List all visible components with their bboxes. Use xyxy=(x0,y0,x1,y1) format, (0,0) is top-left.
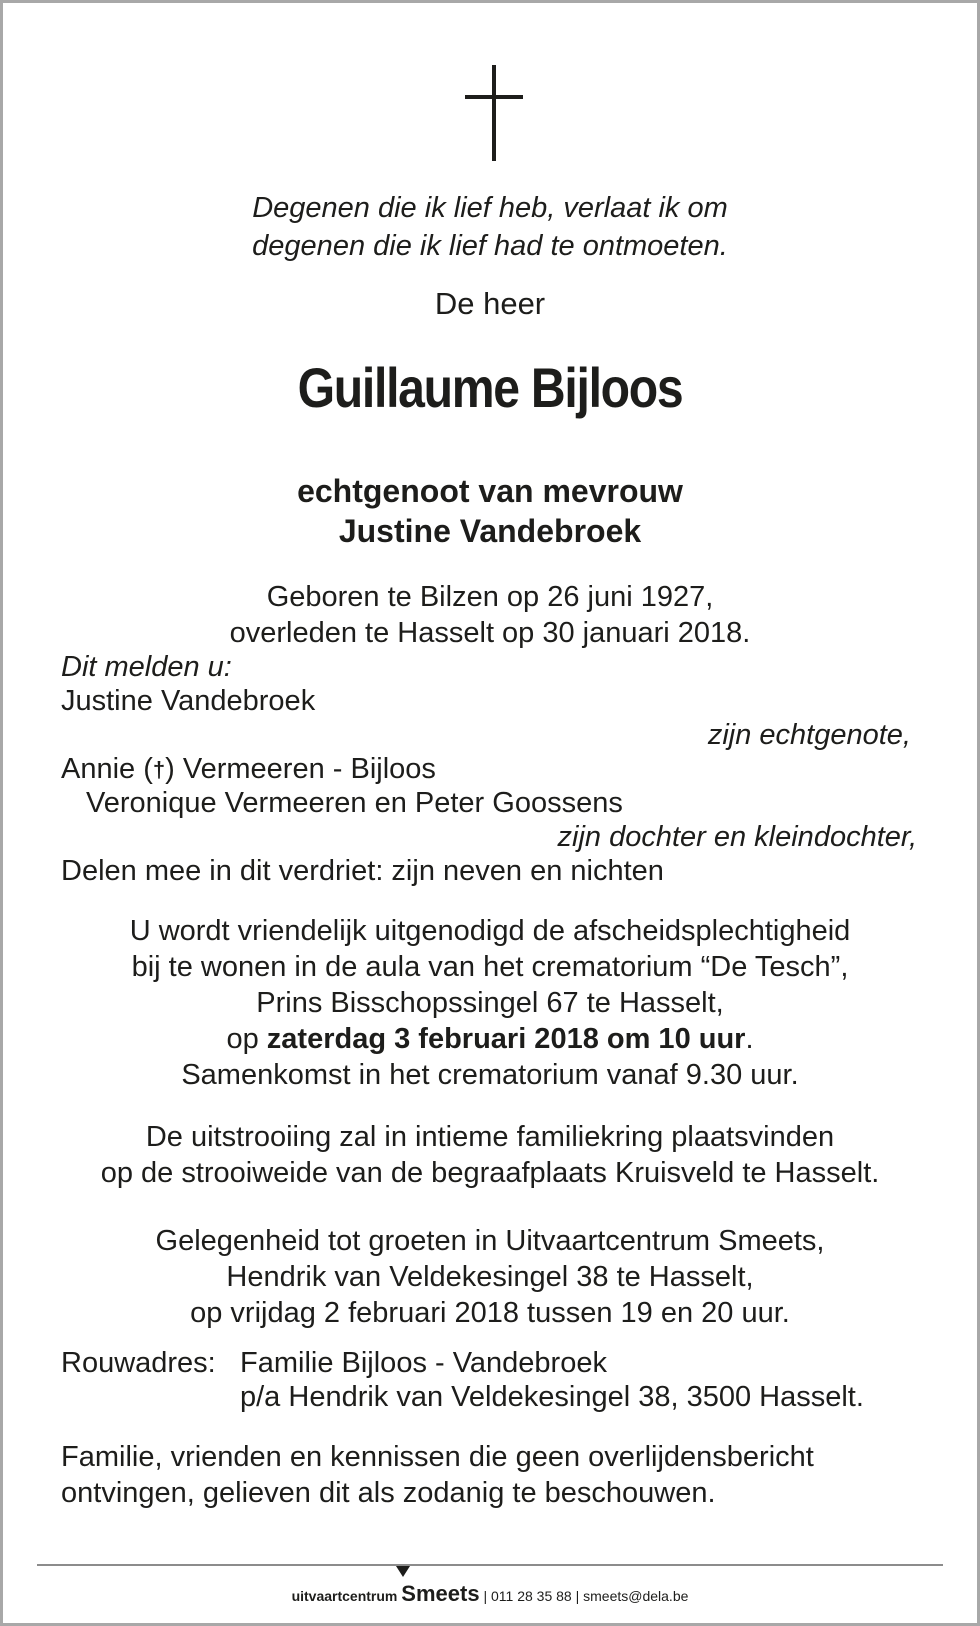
notice-line-1: Familie, vrienden en kennissen die geen overlijdensbericht xyxy=(61,1441,814,1473)
footer-email: smeets@dela.be xyxy=(583,1588,689,1604)
death-line: overleden te Hasselt op 30 januari 2018. xyxy=(229,617,751,649)
quote-line-2: degenen die ik lief had te ontmoeten. xyxy=(252,230,728,262)
address-name: Familie Bijloos - Vandebroek xyxy=(240,1347,607,1379)
daughter-name xyxy=(61,753,436,786)
daughter-name-end: ) Vermeeren - Bijloos xyxy=(165,753,436,785)
funeral-home-footer xyxy=(3,1581,977,1607)
spouse-role: zijn echtgenote, xyxy=(707,719,911,751)
deceased-cross-icon: † xyxy=(152,757,166,782)
footer-divider xyxy=(37,1564,943,1566)
quote-line-1: Degenen die ik lief heb, verlaat ik om xyxy=(252,192,728,224)
announcers-intro: Dit melden u: xyxy=(61,651,232,683)
address-street: p/a Hendrik van Veldekesingel 38, 3500 Hasselt. xyxy=(240,1381,864,1413)
brand-name: Smeets xyxy=(401,1581,480,1606)
other-relatives: Delen mee in dit verdriet: zijn neven en nichten xyxy=(61,855,664,887)
spouse-line-2: Justine Vandebroek xyxy=(338,513,642,549)
spouse-name: Justine Vandebroek xyxy=(61,685,316,717)
brand-prefix: uitvaartcentrum xyxy=(291,1588,398,1604)
ceremony-line-1: U wordt vriendelijk uitgenodigd de afscheidsplechtigheid xyxy=(129,915,851,947)
ceremony-line-5: Samenkomst in het crematorium vanaf 9.30 uur. xyxy=(181,1059,799,1091)
triangle-down-icon xyxy=(396,1566,410,1577)
visitation-info xyxy=(3,1223,977,1331)
daughter-name-start: Annie ( xyxy=(61,753,153,785)
ceremony-date-prefix: op xyxy=(226,1023,267,1055)
scattering-info xyxy=(3,1119,977,1191)
scattering-line-2: op de strooiweide van de begraafplaats Kruisveld te Hasselt. xyxy=(100,1157,880,1189)
ceremony-info xyxy=(3,913,977,1093)
footer-separator-2: | xyxy=(571,1588,584,1604)
address-label: Rouwadres: xyxy=(61,1347,216,1379)
visitation-line-2: Hendrik van Veldekesingel 38 te Hasselt, xyxy=(226,1261,754,1293)
visitation-line-1: Gelegenheid tot groeten in Uitvaartcentrum Smeets, xyxy=(155,1225,825,1257)
ceremony-date-suffix: . xyxy=(745,1023,754,1055)
footer-phone: 011 28 35 88 xyxy=(490,1588,572,1604)
memorial-quote xyxy=(3,189,977,265)
ceremony-line-3: Prins Bisschopssingel 67 te Hasselt, xyxy=(256,987,724,1019)
spouse-info xyxy=(3,471,977,551)
ceremony-date: zaterdag 3 februari 2018 om 10 uur xyxy=(266,1023,746,1055)
notice-line-2: ontvingen, gelieven dit als zodanig te beschouwen. xyxy=(61,1477,716,1509)
footer-separator-1: | xyxy=(479,1588,491,1604)
ceremony-line-4 xyxy=(3,1021,977,1057)
scattering-line-1: De uitstrooiing zal in intieme familiekring plaatsvinden xyxy=(145,1121,835,1153)
spouse-line-1: echtgenoot van mevrouw xyxy=(297,473,683,509)
life-dates xyxy=(3,579,977,651)
birth-line: Geboren te Bilzen op 26 juni 1927, xyxy=(266,581,714,613)
deceased-name: Guillaume Bijloos xyxy=(297,356,683,419)
cross-icon xyxy=(465,65,523,161)
ceremony-line-2: bij te wonen in de aula van het crematorium “De Tesch”, xyxy=(131,951,849,983)
notice-text xyxy=(61,1439,814,1511)
honorific: De heer xyxy=(434,286,546,321)
daughter-role: zijn dochter en kleindochter, xyxy=(557,821,917,853)
grandchild-name: Veronique Vermeeren en Peter Goossens xyxy=(86,787,623,819)
visitation-line-3: op vrijdag 2 februari 2018 tussen 19 en 20 uur. xyxy=(190,1297,790,1329)
